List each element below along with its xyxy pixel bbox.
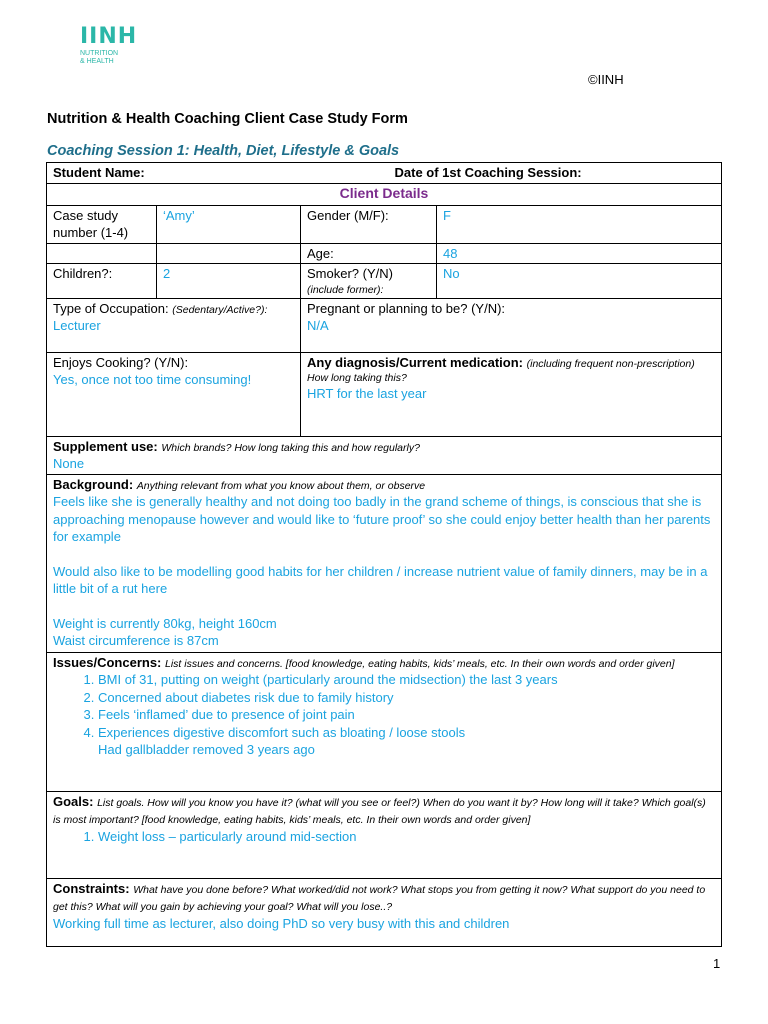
logo-subtitle-1: NUTRITION: [80, 50, 119, 57]
student-name-field[interactable]: Student Name:: [47, 163, 301, 184]
list-item: 1. BMI of 31, putting on weight (particularly around the midsection) the last 3 years: [98, 671, 715, 689]
smoker-label: Smoker? (Y/N): [307, 266, 393, 281]
issues-extra-note: Had gallbladder removed 3 years ago: [98, 742, 315, 757]
cooking-label: Enjoys Cooking? (Y/N):: [53, 354, 189, 370]
case-study-label: Case study number (1-4): [47, 205, 157, 243]
issues-label: Issues/Concerns:: [53, 654, 162, 670]
background-field[interactable]: [47, 474, 722, 652]
issues-field[interactable]: [47, 652, 722, 791]
list-item: 4. Experiences digestive discomfort such as bloating / loose stools: [98, 724, 715, 742]
goals-hint: List goals. How will you know you have it? (what will you see or feel?) When do you want it by? How long will it take? Which goal(s) is most important? [food knowledge, eating habits, kids’ meals, etc. In their own words and order given]: [53, 796, 706, 826]
case-study-value[interactable]: ‘Amy’: [157, 205, 301, 243]
occupation-value: Lecturer: [53, 318, 101, 333]
age-value[interactable]: 48: [437, 243, 722, 264]
constraints-field[interactable]: [47, 878, 722, 946]
occupation-hint: (Sedentary/Active?):: [172, 303, 268, 316]
supplement-field[interactable]: [47, 436, 722, 474]
iinh-logo: [80, 26, 140, 66]
goals-list: [53, 828, 715, 846]
pregnant-label: Pregnant or planning to be? (Y/N):: [307, 300, 506, 316]
constraints-hint: What have you done before? What worked/did not work? What stops you from getting it now? What support do you need to get this? What will you gain by achieving your goal? What will you lose..?: [53, 883, 706, 913]
supplement-value: None: [53, 456, 85, 471]
gender-value[interactable]: F: [437, 205, 722, 243]
pregnant-field[interactable]: [301, 298, 722, 352]
pregnant-value: N/A: [307, 318, 329, 333]
background-waist: Waist circumference is 87cm: [53, 633, 219, 648]
constraints-value: Working full time as lecturer, also doing PhD so very busy with this and children: [53, 915, 510, 931]
children-label: Children?:: [47, 264, 157, 299]
diagnosis-field[interactable]: [301, 352, 722, 436]
supplement-label: Supplement use:: [53, 438, 158, 454]
diagnosis-hint: (including frequent non-prescription): [526, 357, 695, 370]
session-date-field[interactable]: Date of 1st Coaching Session:: [301, 163, 722, 184]
issues-hint: List issues and concerns. [food knowledge, eating habits, kids’ meals, etc. In their own words and order given]: [165, 657, 675, 670]
background-paragraph-2: Would also like to be modelling good habits for her children / increase nutrient value of family dinners, may be in a little bit of a rut here: [53, 563, 708, 596]
case-study-form: [46, 162, 722, 947]
list-item: 1. Weight loss – particularly around mid-section: [98, 828, 715, 846]
client-details-heading: Client Details: [47, 183, 722, 205]
gender-label: Gender (M/F):: [301, 205, 437, 243]
background-paragraph-1: Feels like she is generally healthy and not doing too badly in the grand scheme of things, is conscious that she is approaching menopause however and would like to ‘future proof’ so she could enjoy better health than her parents for example: [53, 494, 711, 544]
goals-field[interactable]: [47, 791, 722, 878]
diagnosis-value: HRT for the last year: [307, 386, 427, 401]
background-label: Background:: [53, 476, 134, 492]
constraints-label: Constraints:: [53, 880, 130, 896]
smoker-value[interactable]: No: [437, 264, 722, 299]
cooking-value: Yes, once not too time consuming!: [53, 372, 252, 387]
smoker-field: [301, 264, 437, 299]
list-item: 3. Feels ‘inflamed’ due to presence of joint pain: [98, 706, 715, 724]
children-value[interactable]: 2: [157, 264, 301, 299]
age-label: Age:: [301, 243, 437, 264]
background-hint: Anything relevant from what you know about them, or observe: [136, 479, 426, 492]
list-item: 2. Concerned about diabetes risk due to family history: [98, 689, 715, 707]
page-number: 1: [713, 956, 721, 971]
cooking-field[interactable]: [47, 352, 301, 436]
copyright-notice: ©IINH: [588, 72, 624, 87]
occupation-field[interactable]: [47, 298, 301, 352]
diagnosis-label: Any diagnosis/Current medication:: [307, 354, 523, 370]
issues-list: [53, 671, 715, 741]
logo-subtitle-2: & HEALTH: [80, 58, 114, 65]
smoker-hint: (include former):: [307, 283, 384, 296]
session-title: Coaching Session 1: Health, Diet, Lifestyle & Goals: [47, 143, 400, 159]
background-weight: Weight is currently 80kg, height 160cm: [53, 615, 277, 631]
page-title: Nutrition & Health Coaching Client Case Study Form: [47, 111, 408, 127]
occupation-label: Type of Occupation:: [53, 300, 169, 316]
logo-mark: IINH: [80, 24, 138, 49]
supplement-hint: Which brands? How long taking this and how regularly?: [161, 441, 420, 454]
goals-label: Goals:: [53, 793, 94, 809]
diagnosis-duration-hint: How long taking this?: [307, 372, 407, 384]
